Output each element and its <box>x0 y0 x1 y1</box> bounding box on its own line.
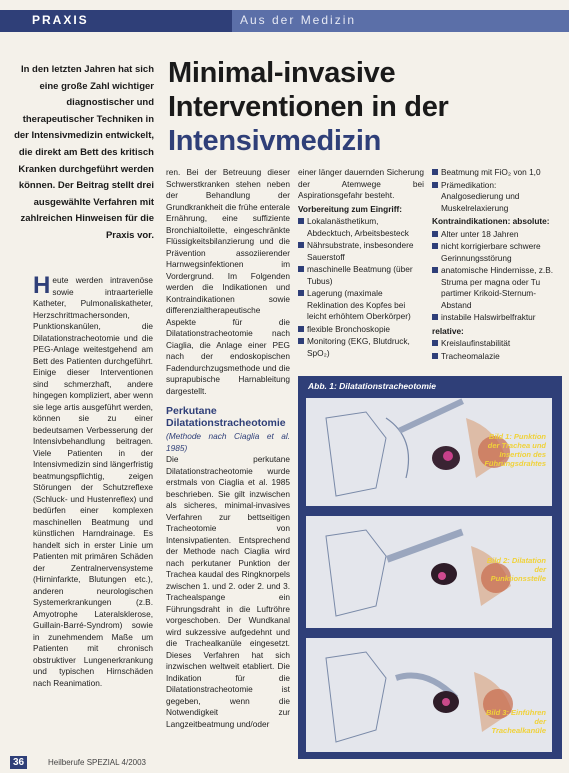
bullet-square-icon <box>432 243 438 249</box>
list-item: Nährsubstrate, insbesondere Sauerstoff <box>298 240 424 263</box>
method-citation: (Methode nach Ciaglia et al. 1985) <box>166 431 290 453</box>
category-label: Aus der Medizin <box>240 13 357 27</box>
title-line-3: Intensivmedizin <box>168 125 382 157</box>
column-1-text: eute werden intravenöse sowie intraarterielle Katheter, Pulmonaliskatheter, Herzschrittmachersonden, Punktionskanülen, die Dilatationstracheotomie und die PEG-Anlage weitestgehend am Bett des Patienten durchgeführt. Einige dieser Interventionen sind schmerzhaft, andere hingegen kompliziert, aber wenn sie lege artis ausgeführt werden, können sie zu einer bedeutsamen Verbesserung der Intensivbehandlung beitragen. Viele Patienten in der Intensivmedizin sind längerfristig beatmungspflichtig, zeigen Störungen der Schutzreflexe (Schluck- und Hustenreflex) und bedürfen einer komplexen maschinellen Beatmung und künstlichen Harndrainage. Es handelt sich in erster Linie um Patienten mit primären Schäden der Zentralnervensysteme (Hirninfarkte, Blutungen etc.), anderen neurologischen Systemerkrankungen (z.B. Amyotrophe Lateralsklerose, Guillain-Barré-Syndrom) sowie in zunehmendem Maße um Patienten mit chronisch obstruktiver Lungenerkrankung und typischen Hirnschäden nach Reanimation. <box>33 275 153 688</box>
column-2-text-1: ren. Bei der Betreuung dieser Schwerstkranken stehen neben der Behandlung der Grundkrankheit die frühe enterale Ernährung, eine suffiziente Bronchialtoilette, eingeschränkte Flüssigkeitsbilanzierung und die Prävention assoziierender Harnwegsinfektionen im Vordergrund. Im Folgenden werden die Indikationen und Kontraindikationen sowie differenzialtherapeutische Aspekte für die Dilatationstracheotomie nach Ciaglia, die Anlage einer PEG nach der endoskopischen Fadendurchzugsmethode und die suprapubische Harnableitung dargestellt. <box>166 167 290 396</box>
figure-label-2: Bild 2: Dilatation der Punktionsstelle <box>486 556 546 583</box>
title-line-2: Interventionen in der <box>168 91 449 123</box>
section-heading: Perkutane Dilatationstracheotomie <box>166 405 286 429</box>
column-2 <box>166 167 290 730</box>
journal-name: Heilberufe SPEZIAL 4/2003 <box>48 758 146 767</box>
list-item: flexible Bronchoskopie <box>298 324 424 336</box>
bullet-square-icon <box>432 182 438 188</box>
section-band <box>0 10 569 32</box>
relative-heading: relative: <box>432 325 464 336</box>
figure-panel-2 <box>306 516 552 628</box>
column-4 <box>432 167 560 363</box>
list-item: maschinelle Beatmung (über Tubus) <box>298 264 424 287</box>
list-item: anatomische Hindernisse, z.B. Struma per magna oder Tu partimer Krikoid-Sternum-Abstand <box>432 265 560 311</box>
bullet-square-icon <box>298 218 304 224</box>
bullet-square-icon <box>432 169 438 175</box>
list-item: Prämedikation: Analgosedierung und Muskelrelaxierung <box>432 180 560 215</box>
list-item: Kreislaufinstabilität <box>432 338 560 350</box>
bullet-square-icon <box>298 242 304 248</box>
contraindications-heading: Kontraindikationen: absolute: <box>432 216 550 226</box>
list-item: Lokalanästhetikum, Abdecktuch, Arbeitsbesteck <box>298 216 424 239</box>
column-3 <box>298 167 424 360</box>
list-item: Tracheomalazie <box>432 351 560 363</box>
column-2-text-2: Die perkutane Dilatationstracheotomie wurde erstmals von Ciaglia et al. 1985 beschrieben. Sie gilt inzwischen als sicheres, minimal-invasives Verfahren zur bettseitigen Tracheotomie von Intensivpatienten. Entsprechend der Methode nach Ciaglia wird nach perkutaner Punktion der Trachea kaudal des Ringknorpels zwischen 1. und 2. oder 2. und 3. Trachealspange ein Führungsdraht in die Luftröhre vorgeschoben. Der Wundkanal wird sukzessive aufgedehnt und die Trachealkanüle eingesetzt. Dieses Verfahren hat sich inzwischen weltweit etabliert. Die Indikation für die Dilatationstracheotomie ist gegeben, wenn die Notwendigkeit zur Langzeitbeatmung und/oder <box>166 454 290 729</box>
list-item: instabile Halswirbelfraktur <box>432 312 560 324</box>
figure-box <box>298 376 562 759</box>
bullet-square-icon <box>298 290 304 296</box>
figure-panel-3 <box>306 638 552 752</box>
bullet-square-icon <box>432 353 438 359</box>
section-label: PRAXIS <box>32 13 89 27</box>
article-title <box>168 56 563 158</box>
column-1 <box>33 272 153 689</box>
page-footer <box>0 748 569 773</box>
bullet-square-icon <box>432 314 438 320</box>
list-item: Lagerung (maximale Reklination des Kopfes bei leicht erhöhtem Oberkörper) <box>298 288 424 323</box>
column-3-text: einer länger dauernden Sicherung der Atemwege bei Aspirationsgefahr besteht. <box>298 167 424 200</box>
title-line-1: Minimal-invasive <box>168 57 396 89</box>
figure-label-3: Bild 3: Einführen der Trachealkanüle <box>486 708 546 735</box>
preparation-heading: Vorbereitung zum Eingriff: <box>298 203 403 214</box>
page-number: 36 <box>10 756 27 769</box>
figure-label-1: Bild 1: Punktion der Trachea und Insertion des Führungsdrahtes <box>484 432 546 468</box>
bullet-square-icon <box>432 231 438 237</box>
bullet-square-icon <box>432 340 438 346</box>
dropcap: H <box>33 272 51 299</box>
figure-caption: Abb. 1: Dilatationstracheotomie <box>308 381 436 391</box>
bullet-square-icon <box>432 267 438 273</box>
bullet-square-icon <box>298 326 304 332</box>
bullet-square-icon <box>298 266 304 272</box>
list-item: Monitoring (EKG, Blutdruck, SpO₂) <box>298 336 424 359</box>
bullet-square-icon <box>298 338 304 344</box>
list-item: Alter unter 18 Jahren <box>432 229 560 241</box>
figure-panel-1 <box>306 398 552 506</box>
list-item: nicht korrigierbare schwere Gerinnungsstörung <box>432 241 560 264</box>
list-item: Beatmung mit FiO₂ von 1,0 <box>432 167 560 179</box>
teaser-text: In den letzten Jahren hat sich eine große Zahl wichtiger diagnostischer und therapeutischer Techniken in der Intensivmedizin entwickelt, die direkt am Bett des kritisch Kranken durchgeführt werden können. Der Beitrag stellt drei ausgewählte Verfahren mit zahlreichen Hinweisen für die Praxis vor. <box>14 64 154 241</box>
